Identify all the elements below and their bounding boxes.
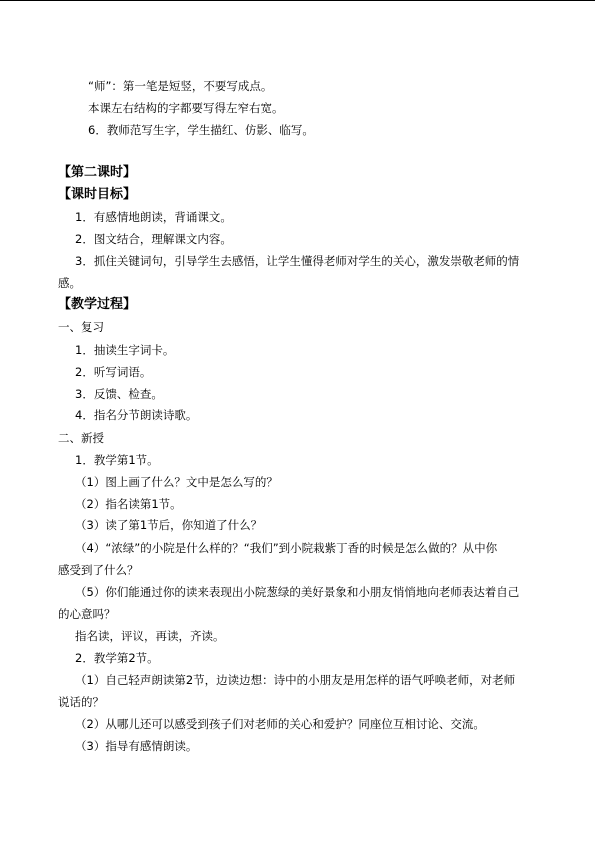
subsection-heading-review: 一、复习 [58, 320, 104, 334]
text-line: 3．抓住关键词句，引导学生去感悟，让学生懂得老师对学生的关心，激发崇敬老师的情 [75, 254, 520, 268]
text-line: （2）从哪儿还可以感受到孩子们对老师的关心和爱护？同座位互相讨论、交流。 [75, 717, 485, 731]
text-line: 感。 [58, 276, 81, 290]
text-line: （1）图上画了什么？文中是怎么写的？ [75, 475, 278, 489]
text-line: 1．抽读生字词卡。 [75, 343, 175, 357]
text-line: “师”：第一笔是短竖，不要写成点。 [88, 79, 273, 93]
text-line: 4．指名分节朗读诗歌。 [75, 408, 198, 422]
text-line: 的心意吗？ [58, 607, 116, 621]
text-line: （1）自己轻声朗读第2节，边读边想：诗中的小朋友是用怎样的语气呼唤老师，对老师 [75, 673, 516, 687]
section-heading-teaching-process: 【教学过程】 [58, 297, 137, 312]
text-line: 2．教学第2节。 [75, 651, 159, 665]
text-line: 2．听写词语。 [75, 365, 152, 379]
text-line: 3．反馈、检查。 [75, 387, 163, 401]
section-heading-second-lesson: 【第二课时】 [58, 165, 137, 180]
text-line: （5）你们能通过你的读来表现出小院葱绿的美好景象和小朋友悄悄地向老师表达着自己 [75, 585, 520, 599]
text-line: 1．教学第1节。 [75, 453, 159, 467]
text-line: 2．图文结合，理解课文内容。 [75, 232, 232, 246]
text-line: 本课左右结构的字都要写得左窄右宽。 [88, 101, 284, 115]
text-line: 指名读，评议，再读，齐读。 [75, 629, 225, 643]
text-line: 6．教师范写生字，学生描红、仿影、临写。 [88, 123, 314, 137]
text-line: 1．有感情地朗读，背诵课文。 [75, 210, 232, 224]
text-line: （4）“浓绿”的小院是什么样的？“我们”到小院栽紫丁香的时候是怎么做的？从中你 [75, 541, 498, 555]
section-heading-lesson-goals: 【课时目标】 [58, 187, 137, 202]
text-line: （3）读了第1节后，你知道了什么？ [75, 518, 263, 532]
text-line: （2）指名读第1节。 [75, 497, 182, 511]
subsection-heading-new-lesson: 二、新授 [58, 431, 104, 445]
text-line: （3）指导有感情朗读。 [75, 739, 198, 753]
text-line: 说话的？ [58, 695, 104, 709]
text-line: 感受到了什么？ [58, 563, 139, 577]
